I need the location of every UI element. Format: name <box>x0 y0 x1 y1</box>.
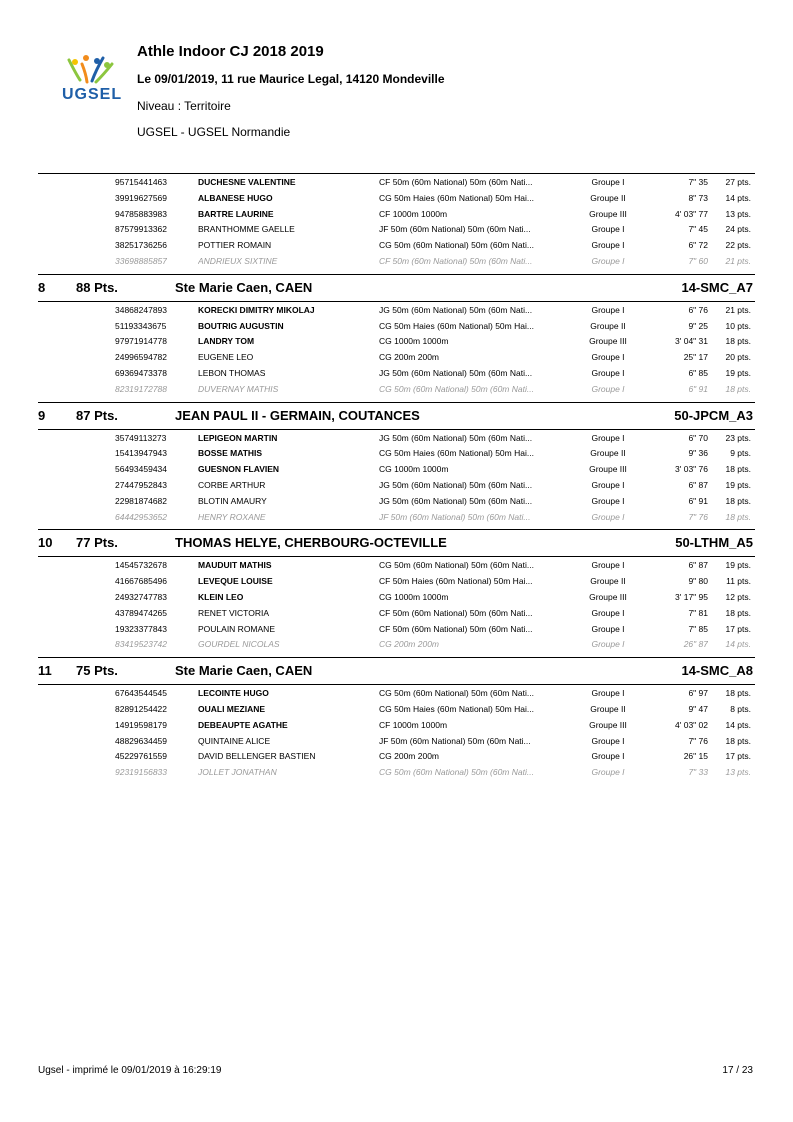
performance-time: 8" 73 <box>688 192 708 203</box>
team-club: JEAN PAUL II - GERMAIN, COUTANCES <box>175 407 420 423</box>
athlete-row <box>38 319 755 335</box>
team-rank: 8 <box>38 279 46 295</box>
athlete-points: 18 pts. <box>725 688 751 699</box>
group-label: Groupe I <box>591 495 625 506</box>
athlete-name: POTTIER ROMAIN <box>198 240 272 251</box>
group-label: Groupe I <box>591 432 625 443</box>
event-name: CG 50m (60m National) 50m (60m Nati... <box>379 383 534 394</box>
performance-time: 7" 45 <box>688 224 708 235</box>
athlete-row <box>38 207 755 223</box>
licence-number: 83419523742 <box>115 639 168 650</box>
licence-number: 45229761559 <box>115 751 168 762</box>
licence-number: 43789474265 <box>115 607 168 618</box>
athlete-row <box>38 637 755 653</box>
licence-number: 35749113273 <box>115 432 167 443</box>
athlete-name: LEVEQUE LOUISE <box>198 576 273 587</box>
group-label: Groupe I <box>591 240 625 251</box>
performance-time: 7" 85 <box>688 623 708 634</box>
event-name: JG 50m (60m National) 50m (60m Nati... <box>379 367 533 378</box>
athlete-points: 14 pts. <box>725 639 751 650</box>
athlete-name: MAUDUIT MATHIS <box>198 560 272 571</box>
licence-number: 48829634459 <box>115 735 168 746</box>
athlete-row <box>38 702 755 718</box>
performance-time: 7" 76 <box>688 511 708 522</box>
event-name: CG 50m Haies (60m National) 50m Hai... <box>379 703 534 714</box>
performance-time: 6" 85 <box>688 367 708 378</box>
licence-number: 69369473378 <box>115 367 168 378</box>
athlete-row <box>38 494 755 510</box>
performance-time: 7" 33 <box>688 767 708 778</box>
performance-time: 6" 87 <box>688 479 708 490</box>
event-name: JG 50m (60m National) 50m (60m Nati... <box>379 432 533 443</box>
athlete-points: 18 pts. <box>725 336 751 347</box>
athlete-name: QUINTAINE ALICE <box>198 735 271 746</box>
licence-number: 67643544545 <box>115 688 168 699</box>
event-name: CF 50m Haies (60m National) 50m Hai... <box>379 576 533 587</box>
team-rank: 9 <box>38 407 46 423</box>
group-label: Groupe I <box>591 767 625 778</box>
team-club: Ste Marie Caen, CAEN <box>175 663 313 679</box>
athlete-name: ALBANESE HUGO <box>198 192 273 203</box>
event-name: CG 50m (60m National) 50m (60m Nati... <box>379 688 534 699</box>
performance-time: 4' 03" 77 <box>675 208 708 219</box>
performance-time: 26" 15 <box>683 751 708 762</box>
group-label: Groupe I <box>591 352 625 363</box>
meeting-organisation: UGSEL - UGSEL Normandie <box>137 125 291 139</box>
athlete-row <box>38 765 755 781</box>
performance-time: 9" 47 <box>688 703 708 714</box>
athlete-row <box>38 574 755 590</box>
licence-number: 51193343675 <box>115 320 167 331</box>
team-club: THOMAS HELYE, CHERBOURG-OCTEVILLE <box>175 535 447 551</box>
athlete-points: 13 pts. <box>725 208 751 219</box>
performance-time: 3' 04" 31 <box>675 336 708 347</box>
group-label: Groupe II <box>590 192 626 203</box>
ugsel-logo <box>62 52 128 108</box>
group-label: Groupe I <box>591 511 625 522</box>
event-name: JF 50m (60m National) 50m (60m Nati... <box>379 735 531 746</box>
athlete-points: 11 pts. <box>726 576 751 587</box>
athlete-row <box>38 478 755 494</box>
team-code: 50-JPCM_A3 <box>674 407 753 423</box>
athlete-points: 19 pts. <box>725 560 751 571</box>
team-header <box>38 274 755 302</box>
athlete-row <box>38 175 755 191</box>
event-name: CG 1000m 1000m <box>379 464 449 475</box>
licence-number: 14919598179 <box>115 719 168 730</box>
event-name: CG 50m Haies (60m National) 50m Hai... <box>379 320 534 331</box>
athlete-name: BOSSE MATHIS <box>198 448 263 459</box>
athlete-name: DUCHESNE VALENTINE <box>198 177 296 187</box>
athlete-name: LANDRY TOM <box>198 336 255 347</box>
group-label: Groupe II <box>590 320 626 331</box>
performance-time: 7" 35 <box>688 177 708 187</box>
group-label: Groupe III <box>589 208 627 219</box>
event-name: CF 50m (60m National) 50m (60m Nati... <box>379 177 533 187</box>
team-header <box>38 529 755 557</box>
athlete-row <box>38 686 755 702</box>
athlete-row <box>38 734 755 750</box>
athlete-name: DEBEAUPTE AGATHE <box>198 719 288 730</box>
performance-time: 7" 60 <box>688 255 708 266</box>
event-name: JG 50m (60m National) 50m (60m Nati... <box>379 479 533 490</box>
event-name: CF 50m (60m National) 50m (60m Nati... <box>379 623 533 634</box>
athlete-name: RENET VICTORIA <box>198 607 270 618</box>
athlete-row <box>38 558 755 574</box>
performance-time: 7" 81 <box>688 607 708 618</box>
logo-text: UGSEL <box>62 86 123 103</box>
licence-number: 22981874682 <box>115 495 168 506</box>
athlete-name: DAVID BELLENGER BASTIEN <box>198 751 316 762</box>
performance-time: 6" 70 <box>688 432 708 443</box>
licence-number: 87579913362 <box>115 224 168 235</box>
athlete-points: 14 pts. <box>725 192 751 203</box>
licence-number: 24932747783 <box>115 591 168 602</box>
licence-number: 39919627569 <box>115 192 168 203</box>
athlete-row <box>38 510 755 526</box>
group-label: Groupe II <box>590 703 626 714</box>
athlete-name: BRANTHOMME GAELLE <box>198 224 295 235</box>
athlete-name: EUGENE LEO <box>198 352 254 363</box>
team-code: 14-SMC_A8 <box>681 663 753 679</box>
licence-number: 82891254422 <box>115 703 168 714</box>
group-label: Groupe I <box>591 304 625 315</box>
athlete-name: KLEIN LEO <box>198 591 244 602</box>
athlete-name: GOURDEL NICOLAS <box>198 639 280 650</box>
athlete-row <box>38 590 755 606</box>
athlete-points: 18 pts. <box>725 464 751 475</box>
athlete-row <box>38 382 755 398</box>
team-rank: 11 <box>38 663 52 679</box>
licence-number: 27447952843 <box>115 479 168 490</box>
licence-number: 33698885857 <box>115 255 168 266</box>
athlete-row <box>38 749 755 765</box>
group-label: Groupe I <box>591 255 625 266</box>
athlete-points: 21 pts. <box>725 255 751 266</box>
licence-number: 94785883983 <box>115 208 168 219</box>
team-points: 77 Pts. <box>76 535 118 551</box>
athlete-row <box>38 238 755 254</box>
print-timestamp: Ugsel - imprimé le 09/01/2019 à 16:29:19 <box>38 1065 222 1076</box>
licence-number: 64442953652 <box>115 511 168 522</box>
performance-time: 25" 17 <box>683 352 708 363</box>
meeting-level: Niveau : Territoire <box>137 99 231 113</box>
group-label: Groupe III <box>589 719 627 730</box>
athlete-points: 8 pts. <box>730 703 751 714</box>
athlete-points: 18 pts. <box>725 383 751 394</box>
athlete-name: GUESNON FLAVIEN <box>198 464 280 475</box>
athlete-points: 18 pts. <box>725 495 751 506</box>
group-label: Groupe III <box>589 464 627 475</box>
group-label: Groupe I <box>591 735 625 746</box>
event-name: JF 50m (60m National) 50m (60m Nati... <box>379 511 531 522</box>
performance-time: 6" 87 <box>688 560 708 571</box>
team-club: Ste Marie Caen, CAEN <box>175 279 313 295</box>
table-top-rule <box>38 173 755 174</box>
group-label: Groupe II <box>590 576 626 587</box>
athlete-name: BARTRE LAURINE <box>198 208 274 219</box>
athlete-points: 18 pts. <box>725 607 751 618</box>
licence-number: 97971914778 <box>115 336 168 347</box>
group-label: Groupe I <box>591 560 625 571</box>
athlete-points: 27 pts. <box>725 177 751 187</box>
event-name: JG 50m (60m National) 50m (60m Nati... <box>379 495 533 506</box>
performance-time: 26" 87 <box>683 639 708 650</box>
performance-time: 7" 76 <box>688 735 708 746</box>
licence-number: 82319172788 <box>115 383 168 394</box>
event-name: CG 200m 200m <box>379 352 439 363</box>
athlete-name: JOLLET JONATHAN <box>198 767 277 778</box>
performance-time: 3' 03" 76 <box>675 464 708 475</box>
athlete-row <box>38 462 755 478</box>
group-label: Groupe I <box>591 383 625 394</box>
group-label: Groupe I <box>591 177 625 187</box>
athlete-points: 20 pts. <box>725 352 751 363</box>
athlete-points: 24 pts. <box>725 224 751 235</box>
athlete-points: 18 pts. <box>725 511 751 522</box>
team-points: 75 Pts. <box>76 663 118 679</box>
event-name: JF 50m (60m National) 50m (60m Nati... <box>379 224 531 235</box>
licence-number: 41667685496 <box>115 576 168 587</box>
athlete-row <box>38 431 755 447</box>
licence-number: 15413947943 <box>115 448 168 459</box>
athlete-name: OUALI MEZIANE <box>198 703 266 714</box>
group-label: Groupe I <box>591 607 625 618</box>
event-name: CG 50m Haies (60m National) 50m Hai... <box>379 448 534 459</box>
event-name: CG 50m (60m National) 50m (60m Nati... <box>379 240 534 251</box>
athlete-points: 21 pts. <box>725 304 751 315</box>
team-header <box>38 402 755 430</box>
team-header <box>38 657 755 685</box>
group-label: Groupe I <box>591 367 625 378</box>
event-name: CF 1000m 1000m <box>379 719 448 730</box>
event-name: CG 50m Haies (60m National) 50m Hai... <box>379 192 534 203</box>
team-points: 88 Pts. <box>76 279 118 295</box>
team-code: 50-LTHM_A5 <box>675 535 753 551</box>
athlete-row <box>38 222 755 238</box>
team-rank: 10 <box>38 535 53 551</box>
athlete-name: LEPIGEON MARTIN <box>198 432 278 443</box>
athlete-name: POULAIN ROMANE <box>198 623 275 634</box>
licence-number: 24996594782 <box>115 352 168 363</box>
athlete-name: ANDRIEUX SIXTINE <box>198 255 278 266</box>
performance-time: 6" 76 <box>688 304 708 315</box>
athlete-name: BOUTRIG AUGUSTIN <box>198 320 284 331</box>
group-label: Groupe I <box>591 751 625 762</box>
athlete-row <box>38 606 755 622</box>
page-number: 17 / 23 <box>722 1065 753 1076</box>
group-label: Groupe I <box>591 224 625 235</box>
licence-number: 19323377843 <box>115 623 168 634</box>
group-label: Groupe I <box>591 688 625 699</box>
licence-number: 14545732678 <box>115 560 168 571</box>
athlete-row <box>38 303 755 319</box>
athlete-name: DUVERNAY MATHIS <box>198 383 279 394</box>
athlete-name: LEBON THOMAS <box>198 367 266 378</box>
performance-time: 9" 80 <box>688 576 708 587</box>
event-name: CF 50m (60m National) 50m (60m Nati... <box>379 607 533 618</box>
event-name: JG 50m (60m National) 50m (60m Nati... <box>379 304 533 315</box>
athlete-row <box>38 350 755 366</box>
group-label: Groupe III <box>589 336 627 347</box>
performance-time: 9" 25 <box>688 320 708 331</box>
event-name: CG 50m (60m National) 50m (60m Nati... <box>379 560 534 571</box>
athlete-points: 18 pts. <box>725 735 751 746</box>
team-points: 87 Pts. <box>76 407 118 423</box>
athlete-points: 17 pts. <box>725 623 751 634</box>
athlete-row <box>38 334 755 350</box>
athlete-name: CORBE ARTHUR <box>198 479 266 490</box>
performance-time: 6" 72 <box>688 240 708 251</box>
athlete-points: 12 pts. <box>725 591 751 602</box>
performance-time: 6" 91 <box>688 383 708 394</box>
licence-number: 56493459434 <box>115 464 168 475</box>
licence-number: 92319156833 <box>115 767 168 778</box>
results-list <box>38 173 755 781</box>
athlete-row <box>38 718 755 734</box>
group-label: Groupe I <box>591 623 625 634</box>
athlete-name: LECOINTE HUGO <box>198 688 269 699</box>
athlete-points: 13 pts. <box>725 767 751 778</box>
performance-time: 6" 97 <box>688 688 708 699</box>
licence-number: 38251736256 <box>115 240 168 251</box>
team-code: 14-SMC_A7 <box>681 279 753 295</box>
performance-time: 4' 03" 02 <box>675 719 708 730</box>
licence-number: 34868247893 <box>115 304 168 315</box>
athlete-points: 9 pts. <box>730 448 751 459</box>
performance-time: 9" 36 <box>688 448 708 459</box>
event-name: CG 200m 200m <box>379 639 439 650</box>
meeting-title: Athle Indoor CJ 2018 2019 <box>137 43 324 60</box>
event-name: CG 50m (60m National) 50m (60m Nati... <box>379 767 534 778</box>
licence-number: 95715441463 <box>115 177 168 187</box>
athlete-row <box>38 191 755 207</box>
athlete-row <box>38 622 755 638</box>
athlete-name: BLOTIN AMAURY <box>198 495 267 506</box>
athlete-points: 19 pts. <box>725 367 751 378</box>
athlete-points: 23 pts. <box>725 432 751 443</box>
meeting-date-location: Le 09/01/2019, 11 rue Maurice Legal, 14120 Mondeville <box>137 72 445 86</box>
event-name: CG 1000m 1000m <box>379 336 449 347</box>
athlete-row <box>38 366 755 382</box>
group-label: Groupe II <box>590 448 626 459</box>
group-label: Groupe III <box>589 591 627 602</box>
group-label: Groupe I <box>591 639 625 650</box>
athlete-name: HENRY ROXANE <box>198 511 266 522</box>
athlete-points: 22 pts. <box>725 240 751 251</box>
event-name: CG 1000m 1000m <box>379 591 449 602</box>
athlete-row <box>38 254 755 270</box>
athlete-name: KORECKI DIMITRY MIKOLAJ <box>198 304 315 315</box>
event-name: CG 200m 200m <box>379 751 439 762</box>
event-name: CF 50m (60m National) 50m (60m Nati... <box>379 255 533 266</box>
athlete-points: 17 pts. <box>725 751 751 762</box>
athlete-row <box>38 446 755 462</box>
performance-time: 6" 91 <box>688 495 708 506</box>
event-name: CF 1000m 1000m <box>379 208 448 219</box>
athlete-points: 10 pts. <box>725 320 751 331</box>
athlete-points: 19 pts. <box>725 479 751 490</box>
performance-time: 3' 17" 95 <box>675 591 708 602</box>
group-label: Groupe I <box>591 479 625 490</box>
athlete-points: 14 pts. <box>725 719 751 730</box>
